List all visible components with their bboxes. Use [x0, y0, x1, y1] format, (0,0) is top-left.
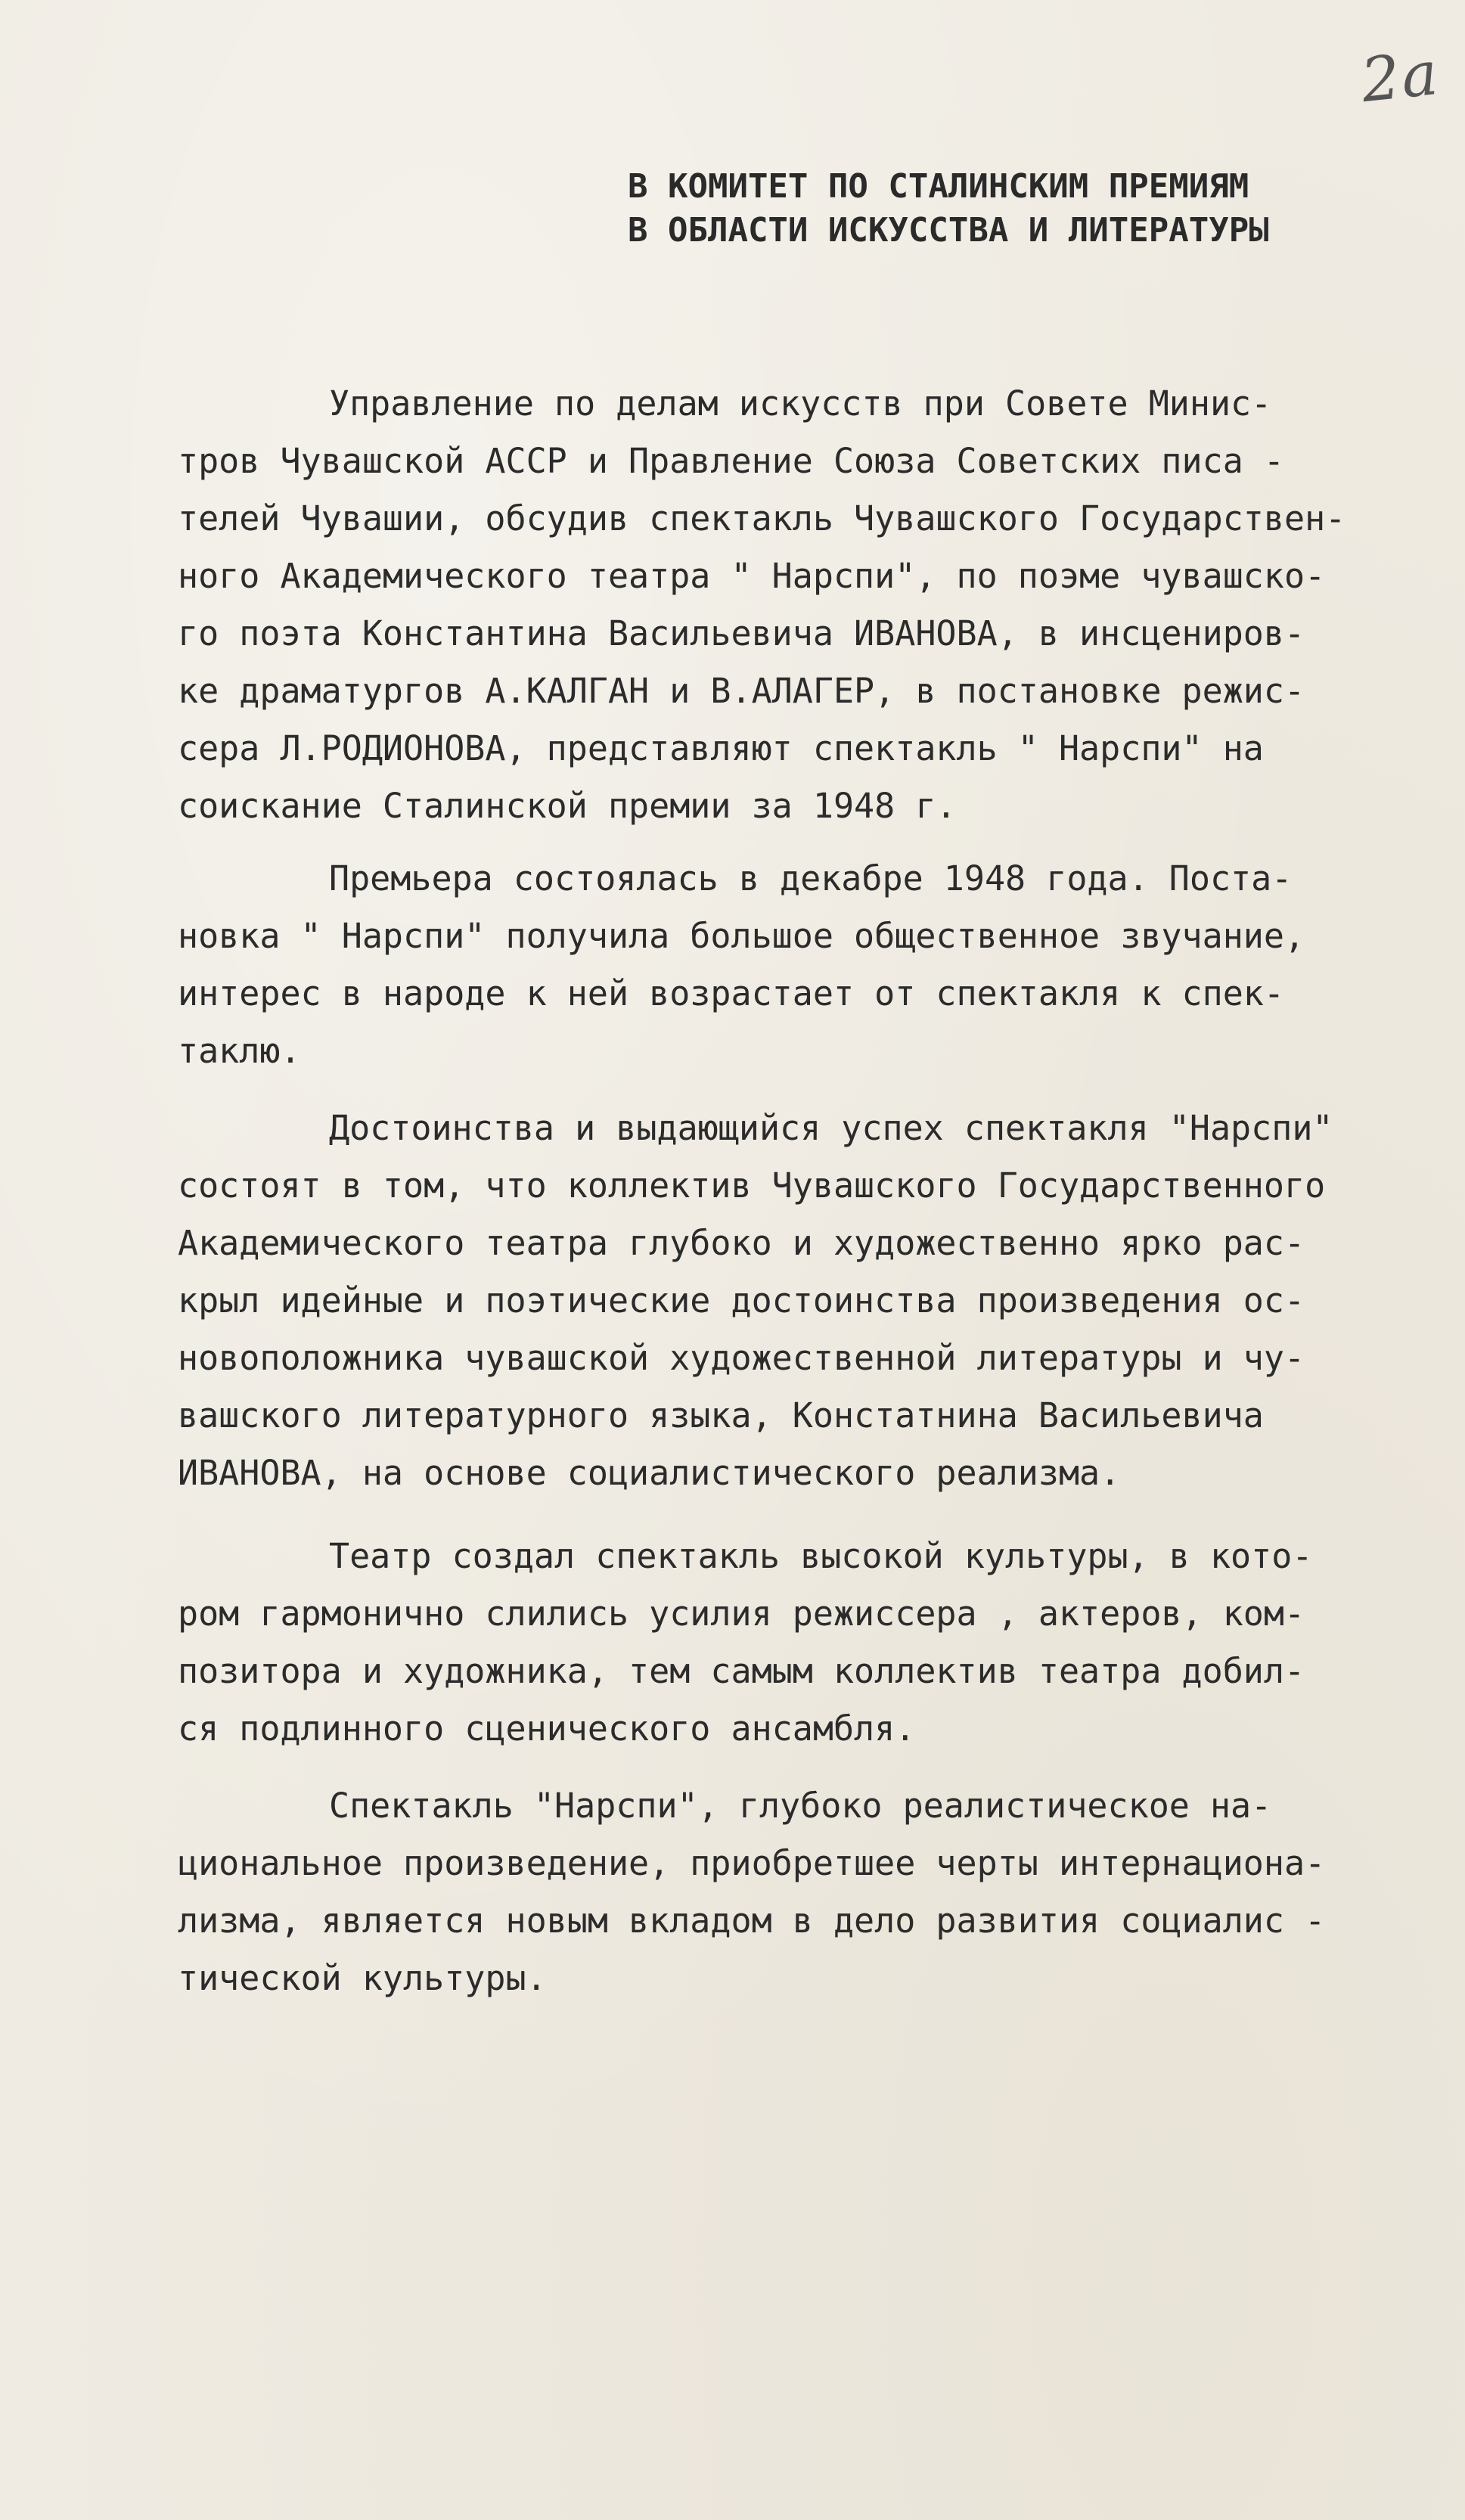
paragraph-3-line-1: Достоинства и выдающийся успех спектакля "Нарспи" [329, 1108, 1333, 1148]
paragraph-3-line-7: ИВАНОВА, на основе социалистического реализма. [178, 1453, 1121, 1493]
paragraph-1-line-7: сера Л.РОДИОНОВА, представляют спектакль " Нарспи" на [178, 728, 1264, 768]
paragraph-1-line-3: телей Чувашии, обсудив спектакль Чувашского Государствен- [178, 498, 1346, 538]
paragraph-4-line-4: ся подлинного сценического ансамбля. [178, 1708, 916, 1749]
paragraph-3-line-2: состоят в том, что коллектив Чувашского Государственного [178, 1165, 1326, 1206]
paragraph-3-line-5: новоположника чувашской художественной литературы и чу- [178, 1338, 1305, 1378]
paragraph-3 [178, 1100, 1465, 1502]
addressee-block [628, 165, 1384, 253]
paragraph-2-line-4: таклю. [178, 1031, 301, 1071]
paragraph-5-line-1: Спектакль "Нарспи", глубоко реалистическое на- [329, 1786, 1272, 1826]
paragraph-2 [178, 850, 1465, 1080]
addressee-line-1: В КОМИТЕТ ПО СТАЛИНСКИМ ПРЕМИЯМ [628, 167, 1249, 206]
paragraph-1 [178, 375, 1465, 835]
letter-body [178, 375, 1465, 2007]
paragraph-1-line-6: ке драматургов А.КАЛГАН и В.АЛАГЕР, в постановке режис- [178, 671, 1305, 711]
handwritten-page-number: 2a [1358, 37, 1443, 116]
paragraph-1-line-1: Управление по делам искусств при Совете Минис- [329, 383, 1272, 424]
paragraph-5 [178, 1777, 1465, 2007]
paragraph-1-line-8: соискание Сталинской премии за 1948 г. [178, 786, 957, 826]
paragraph-4-line-1: Театр создал спектакль высокой культуры, в кото- [329, 1536, 1313, 1576]
paragraph-3-line-6: вашского литературного языка, Констатнина Васильевича [178, 1395, 1264, 1435]
paragraph-1-line-5: го поэта Константина Васильевича ИВАНОВА, в инсцениров- [178, 613, 1305, 653]
addressee-line-2: В ОБЛАСТИ ИСКУССТВА И ЛИТЕРАТУРЫ [628, 211, 1269, 250]
paragraph-1-line-4: ного Академического театра " Нарспи", по поэме чувашско- [178, 556, 1326, 596]
paragraph-4-line-3: позитора и художника, тем самым коллектив театра добил- [178, 1651, 1305, 1691]
paragraph-4-line-2: ром гармонично слились усилия режиссера , актеров, ком- [178, 1594, 1305, 1634]
paragraph-5-line-3: лизма, является новым вкладом в дело развития социалис - [178, 1901, 1326, 1941]
paragraph-3-line-3: Академического театра глубоко и художественно ярко рас- [178, 1223, 1305, 1263]
paragraph-2-line-3: интерес в народе к ней возрастает от спектакля к спек- [178, 973, 1284, 1013]
paragraph-1-line-2: тров Чувашской АССР и Правление Союза Советских писа - [178, 441, 1284, 481]
paragraph-5-line-2: циональное произведение, приобретшее черты интернациона- [178, 1843, 1326, 1883]
paragraph-4 [178, 1528, 1465, 1758]
paragraph-3-line-4: крыл идейные и поэтические достоинства произведения ос- [178, 1280, 1305, 1321]
paragraph-5-line-4: тической культуры. [178, 1958, 547, 1998]
paragraph-2-line-2: новка " Нарспи" получила большое общественное звучание, [178, 916, 1305, 956]
paragraph-2-line-1: Премьера состоялась в декабре 1948 года. Поста- [329, 858, 1293, 898]
